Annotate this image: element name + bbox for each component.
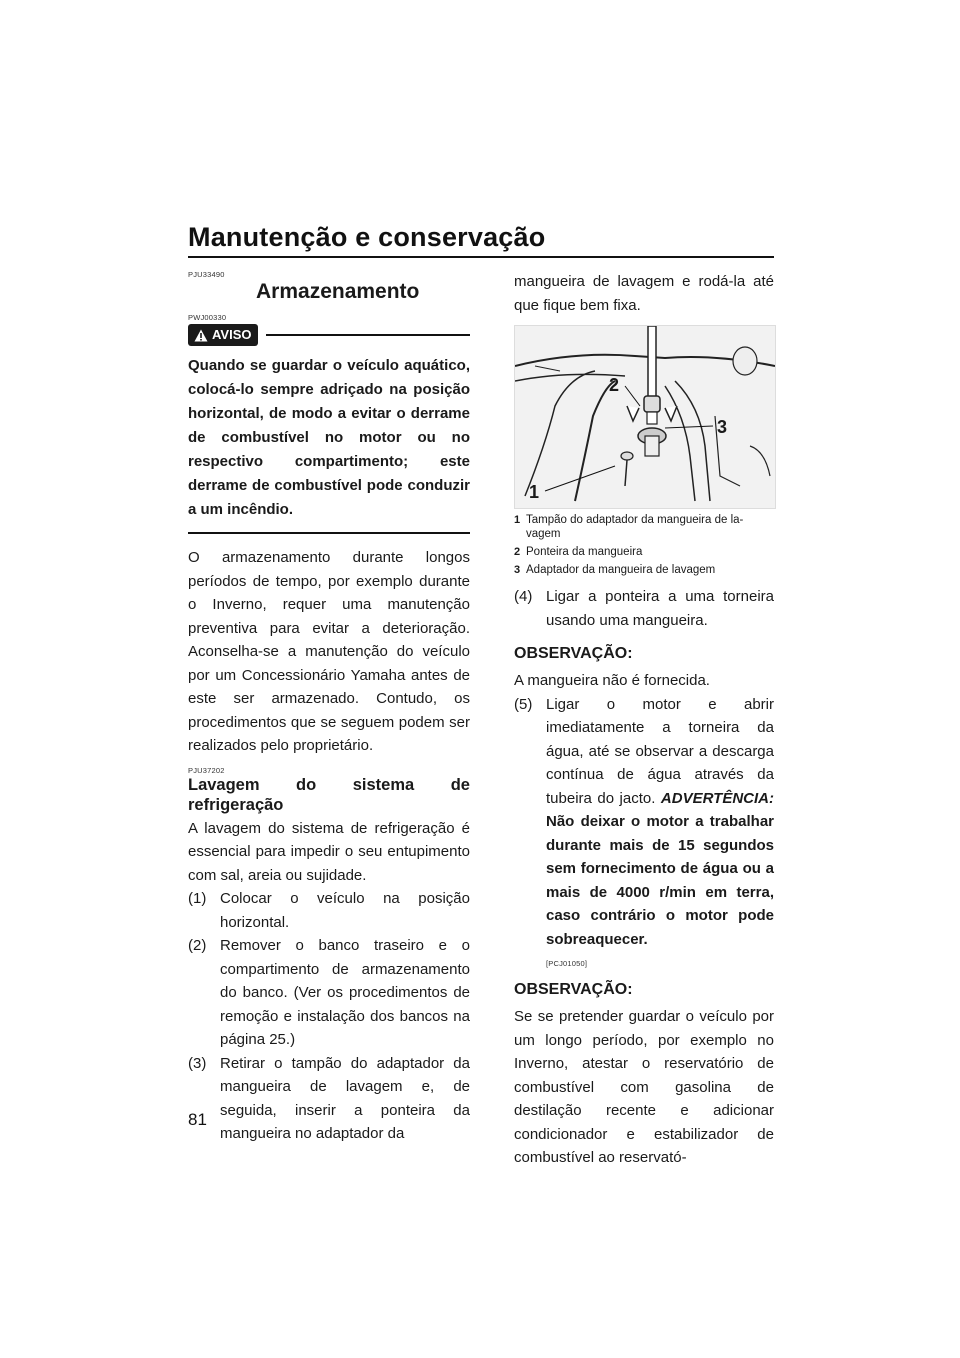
step-text: Retirar o tampão do adaptador da mangueira de lavagem e, de seguida, inserir a ponteira da mangueira no adaptador da (220, 1054, 470, 1142)
caption-number: 1 (514, 514, 521, 526)
step-text: Ligar a ponteira a uma torneira usando uma mangueira. (546, 588, 774, 629)
step-text (546, 693, 774, 952)
header-rule (188, 256, 774, 258)
warning-header (188, 324, 470, 346)
section-heading: Armazenamento (256, 280, 420, 303)
note-text-2: Se se pretender guardar o veículo por um longo período, por exemplo no Inverno, atestar o reservatório de combustível com gasolina de destilação recente e adicionar condicionador e estabilizador de combustível ao reservató- (514, 1008, 774, 1166)
caption-number: 3 (514, 564, 521, 576)
step-number: (2) (188, 937, 207, 954)
caption-text-cont: vagem (526, 528, 561, 540)
step-number: (3) (188, 1054, 207, 1072)
warning-text: Quando se guardar o veículo aquático, colocá-lo sempre adriçado na posição horizontal, de modo a evitar o derrame de combustível no motor ou no respectivo compartimento; este derrame de combustível pode conduzir a um incêndio. (188, 357, 470, 518)
step-number: (1) (188, 890, 207, 907)
figure-captions (514, 513, 774, 577)
caption-3 (514, 563, 774, 577)
step-number: (5) (514, 695, 533, 713)
hose-adapter-figure (514, 325, 776, 509)
page-number: 81 (188, 1110, 207, 1129)
caption-1 (514, 513, 774, 541)
caption-number: 2 (514, 546, 521, 558)
step-4 (514, 585, 774, 632)
caption-text: Adaptador da mangueira de lavagem (526, 564, 716, 576)
warning-end-rule (188, 532, 470, 534)
page-title: Manutenção e conservação (188, 222, 546, 252)
caption-text: Tampão do adaptador da mangueira de la- (526, 514, 744, 526)
step-3-continuation: mangueira de lavagem e rodá-la até que fique bem fixa. (514, 273, 774, 314)
warning-label: AVISO (212, 327, 252, 343)
step-5 (514, 693, 774, 952)
caption-text: Ponteira da mangueira (526, 546, 643, 558)
step-text: Remover o banco traseiro e o compartimento de armazenamento do banco. (Ver os procedimentos de remoção e instalação dos bancos na página 25.) (220, 937, 470, 1048)
advertencia-text: Não deixar o motor a trabalhar durante mais de 15 segundos sem fornecimento de água ou a mais de 4000 r/min em terra, caso contrário o motor pode sobreaquecer. (546, 813, 774, 948)
step-text: Colocar o veículo na posição horizontal. (220, 890, 470, 931)
warning-badge (188, 324, 258, 346)
warning-triangle-icon (194, 329, 208, 342)
step-3 (188, 1052, 470, 1146)
step-number: (4) (514, 588, 533, 605)
caption-2 (514, 545, 774, 559)
subsection-code: PJU37202 (188, 765, 225, 775)
advertencia-label: ADVERTÊNCIA: (660, 789, 774, 807)
warning-rule (266, 334, 471, 336)
subsection-intro: A lavagem do sistema de refrigeração é essencial para impedir o seu entupimento com sal, areia ou sujidade. (188, 819, 470, 884)
step-1 (188, 887, 470, 934)
hose-adapter-illustration (515, 326, 775, 508)
right-column (514, 270, 774, 1170)
callout-3: 3 (717, 417, 728, 437)
left-column (188, 270, 470, 1146)
warning-code: PWJ00330 (188, 313, 227, 322)
intro-paragraph: O armazenamento durante longos períodos de tempo, por exemplo durante o Inverno, requer uma manutenção preventiva para evitar a deterioração. Aconselha-se a manutenção do veículo por um Concessionário Yamaha antes de este ser armazenado. Contudo, os procedimentos que se seguem podem ser realizados pelo proprietário. (188, 549, 470, 754)
note-heading: OBSERVAÇÃO: (514, 645, 633, 662)
step-5-text: Ligar o motor e abrir imediatamente a torneira da água, até se observar a descarga contínua de água através da tubeira do jacto. (546, 695, 774, 807)
note-heading-2: OBSERVAÇÃO: (514, 981, 633, 998)
subsection-heading: Lavagem do sistema de refrigeração (188, 775, 470, 814)
section-code: PJU33490 (188, 270, 225, 279)
callout-2: 2 (609, 375, 620, 395)
step-2 (188, 934, 470, 1052)
note-text: A mangueira não é fornecida. (514, 672, 710, 689)
callout-1: 1 (529, 482, 540, 502)
caution-code: [PCJ01050] (546, 959, 588, 968)
